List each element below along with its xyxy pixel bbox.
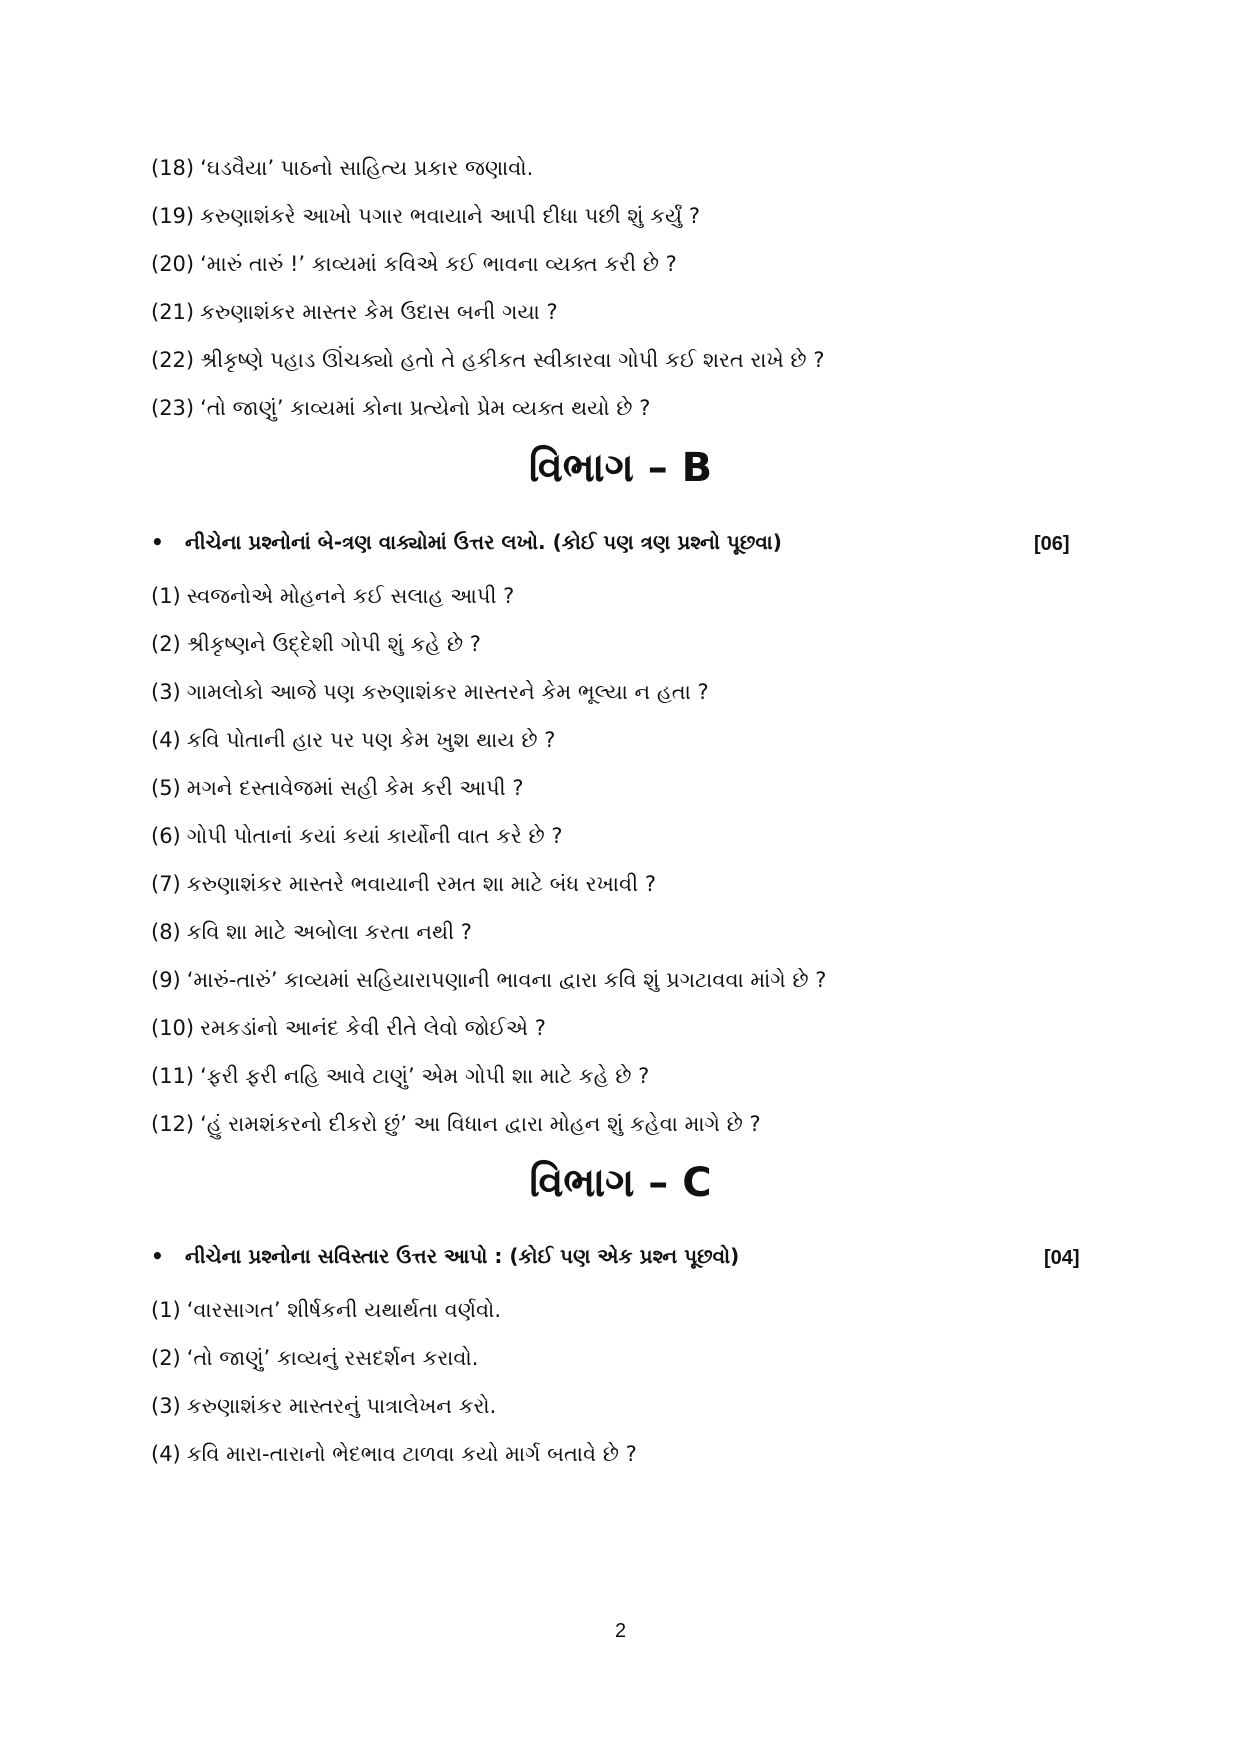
question-text: મગને દસ્તાવેજમાં સહી કેમ કરી આપી ? — [186, 776, 524, 800]
question-number: (4) — [151, 728, 181, 752]
question-number: (21) — [151, 300, 195, 324]
question-text: કરુણાશંકરે આખો પગાર ભવાયાને આપી દીધા પછી શું કર્યું ? — [200, 204, 701, 228]
page-number: 2 — [614, 1620, 627, 1642]
question-item — [151, 1296, 501, 1324]
question-text: શ્રીકૃષ્ણે પહાડ ઊંચક્યો હતો તે હકીકત સ્વીકારવા ગોપી કઈ શરત રાખે છે ? — [200, 348, 825, 372]
question-number: (3) — [151, 680, 181, 704]
question-item — [151, 726, 555, 754]
question-text: કરુણાશંકર માસ્તરનું પાત્રાલેખન કરો. — [186, 1394, 497, 1418]
question-text: કવિ શા માટે અબોલા કરતા નથી ? — [186, 920, 472, 944]
question-item — [151, 1344, 478, 1372]
question-number: (2) — [151, 1346, 181, 1370]
question-number: (10) — [151, 1016, 195, 1040]
question-item — [151, 966, 826, 994]
question-number: (7) — [151, 872, 181, 896]
section-c-heading: વિભાગ – C — [529, 1160, 712, 1206]
question-number: (8) — [151, 920, 181, 944]
question-text: કરુણાશંકર માસ્તર કેમ ઉદાસ બની ગયા ? — [200, 300, 558, 324]
question-number: (18) — [151, 156, 195, 180]
question-text: ‘ઘડવૈયા’ પાઠનો સાહિત્ય પ્રકાર જણાવો. — [200, 156, 534, 180]
question-text: કવિ પોતાની હાર પર પણ કેમ ખુશ થાય છે ? — [186, 728, 556, 752]
question-item — [151, 1392, 496, 1420]
section-c-instruction — [151, 1242, 739, 1270]
section-b-marks: [06] — [1034, 533, 1070, 555]
question-item — [151, 298, 558, 326]
question-number: (19) — [151, 204, 195, 228]
question-item — [151, 1440, 637, 1468]
question-number: (5) — [151, 776, 181, 800]
section-b-instruction — [151, 528, 782, 556]
question-number: (23) — [151, 396, 195, 420]
question-item — [151, 630, 481, 658]
question-item — [151, 822, 563, 850]
question-item — [151, 154, 533, 182]
question-text: ‘મારું તારું !’ કાવ્યમાં કવિએ કઈ ભાવના વ્યક્ત કરી છે ? — [200, 252, 677, 276]
question-text: સ્વજનોએ મોહનને કઈ સલાહ આપી ? — [186, 584, 515, 608]
question-number: (20) — [151, 252, 195, 276]
section-b-heading: વિભાગ – B — [528, 445, 713, 491]
question-item — [151, 202, 700, 230]
question-text: ‘તો જાણું’ કાવ્યમાં કોના પ્રત્યેનો પ્રેમ વ્યક્ત થયો છે ? — [200, 396, 651, 420]
question-item — [151, 394, 650, 422]
question-item — [151, 1014, 546, 1042]
question-text: કરુણાશંકર માસ્તરે ભવાયાની રમત શા માટે બંધ રખાવી ? — [186, 872, 656, 896]
bullet-icon: • — [151, 1244, 164, 1268]
question-item — [151, 870, 656, 898]
question-item — [151, 918, 472, 946]
question-item — [151, 1110, 761, 1138]
question-item — [151, 346, 824, 374]
question-text: કવિ મારા-તારાનો ભેદભાવ ટાળવા કયો માર્ગ બતાવે છે ? — [186, 1442, 637, 1466]
question-item — [151, 678, 709, 706]
question-text: શ્રીકૃષ્ણને ઉદ્દેશી ગોપી શું કહે છે ? — [186, 632, 481, 656]
instruction-text: નીચેના પ્રશ્નોનાં બે-ત્રણ વાક્યોમાં ઉત્તર લખો. (કોઈ પણ ત્રણ પ્રશ્નો પૂછવા) — [185, 530, 782, 554]
question-text: ‘ફરી ફરી નહિ આવે ટાણું’ એમ ગોપી શા માટે કહે છે ? — [200, 1064, 650, 1088]
question-item — [151, 774, 524, 802]
section-c-marks: [04] — [1044, 1247, 1080, 1269]
question-number: (6) — [151, 824, 181, 848]
question-number: (4) — [151, 1442, 181, 1466]
question-item — [151, 250, 677, 278]
bullet-icon: • — [151, 530, 164, 554]
question-number: (3) — [151, 1394, 181, 1418]
question-number: (12) — [151, 1112, 195, 1136]
question-number: (22) — [151, 348, 195, 372]
question-item — [151, 582, 514, 610]
question-text: ‘હું રામશંકરનો દીકરો છું’ આ વિધાન દ્વારા મોહન શું કહેવા માગે છે ? — [200, 1112, 761, 1136]
question-number: (1) — [151, 584, 181, 608]
question-number: (9) — [151, 968, 181, 992]
question-number: (1) — [151, 1298, 181, 1322]
question-number: (2) — [151, 632, 181, 656]
question-text: ‘મારું-તારું’ કાવ્યમાં સહિયારાપણાની ભાવના દ્વારા કવિ શું પ્રગટાવવા માંગે છે ? — [186, 968, 827, 992]
instruction-text: નીચેના પ્રશ્નોના સવિસ્તાર ઉત્તર આપો : (કોઈ પણ એક પ્રશ્ન પૂછવો) — [185, 1244, 740, 1268]
question-item — [151, 1062, 649, 1090]
question-text: ‘તો જાણું’ કાવ્યનું રસદર્શન કરાવો. — [186, 1346, 479, 1370]
question-text: રમકડાંનો આનંદ કેવી રીતે લેવો જોઈએ ? — [200, 1016, 546, 1040]
question-text: ગામલોકો આજે પણ કરુણાશંકર માસ્તરને કેમ ભૂલ્યા ન હતા ? — [186, 680, 709, 704]
question-text: ગોપી પોતાનાં કયાં કયાં કાર્યોની વાત કરે છે ? — [186, 824, 563, 848]
question-number: (11) — [151, 1064, 195, 1088]
question-text: ‘વારસાગત’ શીર્ષકની યથાર્થતા વર્ણવો. — [186, 1298, 502, 1322]
